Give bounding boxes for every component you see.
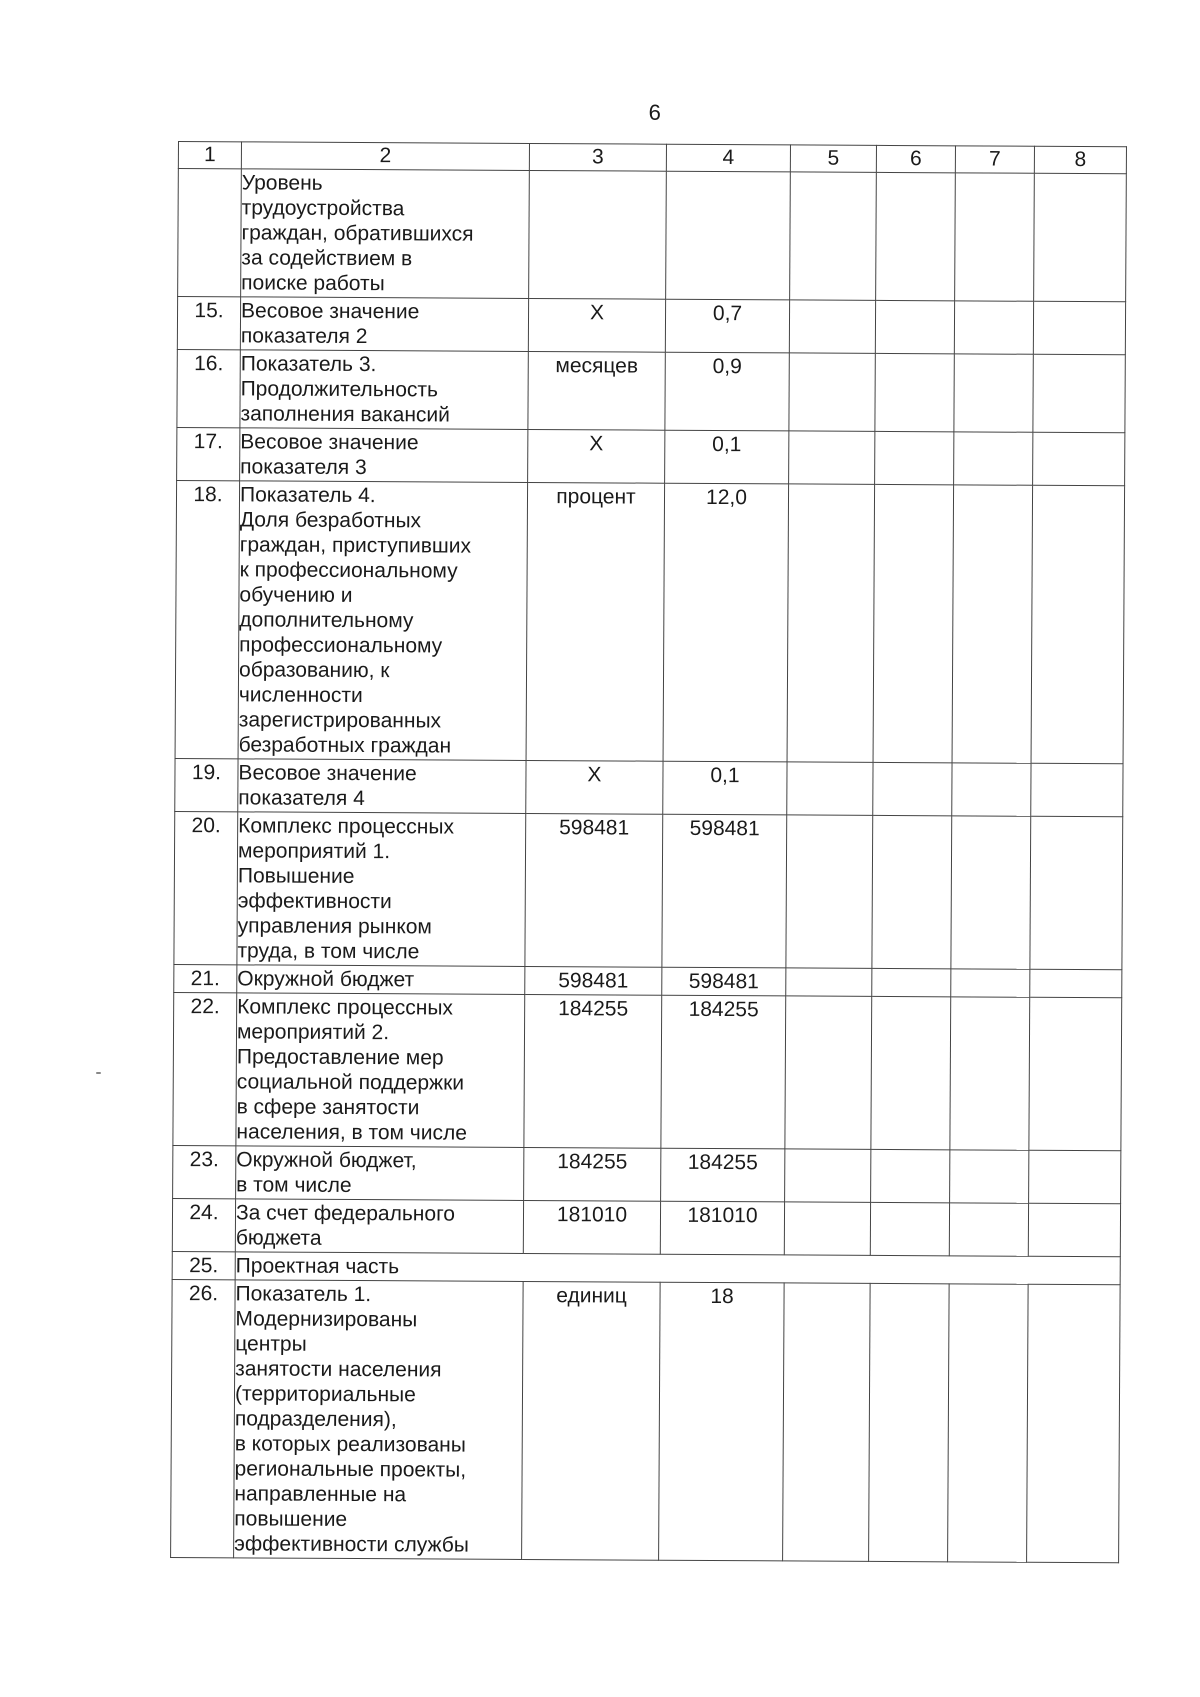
row-value: 181010 xyxy=(660,1201,784,1255)
table-row xyxy=(177,297,1125,355)
empty-cell xyxy=(1029,997,1122,1151)
empty-cell xyxy=(789,300,875,353)
row-name-text: Весовое значение показателя 4 xyxy=(238,761,417,811)
empty-cell xyxy=(787,484,875,762)
row-name-text: Показатель 3. Продолжительность заполнения вакансий xyxy=(240,352,450,427)
row-name-text: За счет федерального бюджета xyxy=(235,1201,456,1250)
row-name-text: Уровень трудоустройства граждан, обратившихся за содействием в поиске работы xyxy=(241,171,474,296)
table-row xyxy=(177,427,1125,485)
empty-cell xyxy=(948,1284,1029,1562)
row-name xyxy=(236,1146,524,1201)
row-number xyxy=(178,169,242,297)
scan-speck xyxy=(96,1072,101,1074)
column-header: 5 xyxy=(790,145,876,172)
row-name xyxy=(241,169,530,299)
row-value: 18 xyxy=(659,1282,785,1561)
row-unit: 598481 xyxy=(525,966,662,995)
row-unit: процент xyxy=(526,482,665,761)
empty-cell xyxy=(1033,301,1125,355)
empty-cell xyxy=(787,762,873,815)
empty-cell xyxy=(1034,173,1127,302)
empty-cell xyxy=(1029,1150,1121,1204)
empty-cell xyxy=(949,1203,1028,1256)
empty-cell xyxy=(1033,354,1125,433)
empty-cell xyxy=(871,996,951,1149)
table-row xyxy=(178,169,1127,302)
row-name xyxy=(240,350,528,430)
empty-cell xyxy=(872,815,952,968)
empty-cell xyxy=(873,762,952,815)
row-number: 20. xyxy=(174,811,238,964)
empty-cell xyxy=(784,1202,870,1255)
row-value: 0,7 xyxy=(665,299,789,353)
empty-cell xyxy=(951,969,1030,997)
empty-cell xyxy=(951,816,1031,969)
row-name xyxy=(237,965,525,995)
section-label: Проектная часть xyxy=(235,1252,1120,1285)
table-row xyxy=(174,811,1123,969)
row-value: 12,0 xyxy=(663,483,789,762)
row-value: 598481 xyxy=(662,814,787,968)
empty-cell xyxy=(952,763,1031,816)
row-name-text: Комплекс процессных мероприятий 1. Повышение эффективности управления рынком труда, в том числе xyxy=(237,814,455,964)
row-name-text: Показатель 4. Доля безработных граждан, приступивших к профессиональному обучению и дополнительному профессиональному образованию, к численности зарегистрированных безработных граждан xyxy=(238,483,472,758)
row-name-text: Весовое значение показателя 2 xyxy=(240,299,420,349)
row-value: 598481 xyxy=(662,967,786,996)
row-name xyxy=(238,481,528,761)
empty-cell xyxy=(785,996,872,1149)
row-number: 24. xyxy=(172,1198,235,1251)
table-row xyxy=(175,758,1123,816)
column-header: 4 xyxy=(666,144,790,172)
row-unit: 184255 xyxy=(524,1147,661,1201)
table-row xyxy=(177,349,1125,432)
row-name xyxy=(240,428,528,483)
row-number: 19. xyxy=(175,758,238,811)
row-unit: 184255 xyxy=(524,994,662,1148)
empty-cell xyxy=(1030,816,1123,970)
empty-cell xyxy=(1031,763,1123,817)
empty-cell xyxy=(876,172,956,300)
row-number: 15. xyxy=(177,297,240,350)
row-name xyxy=(240,297,528,352)
page-number: 6 xyxy=(648,100,662,125)
empty-cell xyxy=(872,968,951,996)
row-number: 26. xyxy=(171,1279,236,1557)
row-name xyxy=(235,1199,523,1254)
empty-cell xyxy=(954,354,1033,432)
empty-cell xyxy=(955,173,1035,301)
empty-cell xyxy=(950,997,1030,1150)
empty-cell xyxy=(871,1149,950,1202)
table-row xyxy=(173,992,1122,1150)
row-name-text: Весовое значение показателя 3 xyxy=(240,430,419,480)
empty-cell xyxy=(789,431,875,484)
table-body xyxy=(171,142,1127,1563)
row-number: 23. xyxy=(173,1145,236,1198)
row-number: 21. xyxy=(174,964,237,992)
row-number: 18. xyxy=(175,480,240,758)
row-unit xyxy=(529,170,667,299)
empty-cell xyxy=(952,485,1033,763)
empty-cell xyxy=(786,815,873,968)
row-value: 184255 xyxy=(661,1148,785,1202)
empty-cell xyxy=(875,353,954,431)
table-row xyxy=(175,480,1125,763)
empty-cell xyxy=(1031,485,1125,764)
row-number: 25. xyxy=(172,1251,235,1279)
row-value: 0,9 xyxy=(665,352,789,431)
table-row xyxy=(173,1145,1121,1203)
row-number: 22. xyxy=(173,992,237,1145)
table-row xyxy=(171,1279,1121,1562)
row-unit: месяцев xyxy=(528,351,665,430)
empty-cell xyxy=(1030,969,1122,998)
empty-cell xyxy=(870,1202,949,1255)
row-unit: 181010 xyxy=(523,1200,660,1254)
empty-cell xyxy=(786,968,872,996)
column-header: 2 xyxy=(241,142,529,171)
empty-cell xyxy=(873,484,954,762)
row-name-text: Показатель 1. Модернизированы центры занятости населения (территориальные подразделения), в которых реализованы региональные проекты, направленные на повышение эффективности службы xyxy=(234,1282,469,1557)
empty-cell xyxy=(1027,1284,1121,1563)
empty-cell xyxy=(789,353,875,431)
row-value: 184255 xyxy=(661,995,786,1149)
empty-cell xyxy=(875,300,954,353)
row-number: 17. xyxy=(177,427,240,480)
row-name xyxy=(236,993,525,1148)
empty-cell xyxy=(954,301,1033,354)
column-header: 8 xyxy=(1034,146,1126,174)
empty-cell xyxy=(954,432,1033,485)
column-header: 6 xyxy=(876,145,955,172)
empty-cell xyxy=(785,1149,871,1202)
column-header: 7 xyxy=(955,146,1034,173)
empty-cell xyxy=(790,172,877,300)
row-name-text: Комплекс процессных мероприятий 2. Предоставление мер социальной поддержки в сфере занятости населения, в том числе xyxy=(236,995,468,1145)
column-header: 1 xyxy=(178,142,241,169)
empty-cell xyxy=(869,1283,950,1561)
indicators-table xyxy=(170,141,1127,1563)
row-unit: Х xyxy=(526,760,663,814)
row-unit: единиц xyxy=(522,1281,661,1560)
row-number: 16. xyxy=(177,349,240,427)
row-name-text: Окружной бюджет, в том числе xyxy=(236,1148,417,1197)
row-unit: 598481 xyxy=(525,813,663,967)
empty-cell xyxy=(950,1150,1029,1203)
row-name-text: Окружной бюджет xyxy=(237,967,415,992)
row-unit: Х xyxy=(528,429,665,483)
row-unit: Х xyxy=(528,298,665,352)
row-name xyxy=(237,812,526,967)
empty-cell xyxy=(875,431,954,484)
table-row xyxy=(172,1198,1120,1256)
row-value: 0,1 xyxy=(663,761,787,815)
row-name xyxy=(238,759,526,814)
empty-cell xyxy=(1033,432,1125,486)
row-name xyxy=(234,1280,524,1560)
row-value xyxy=(666,171,791,300)
row-value: 0,1 xyxy=(665,430,789,484)
column-header: 3 xyxy=(529,143,666,171)
empty-cell xyxy=(783,1283,871,1561)
empty-cell xyxy=(1028,1203,1120,1257)
